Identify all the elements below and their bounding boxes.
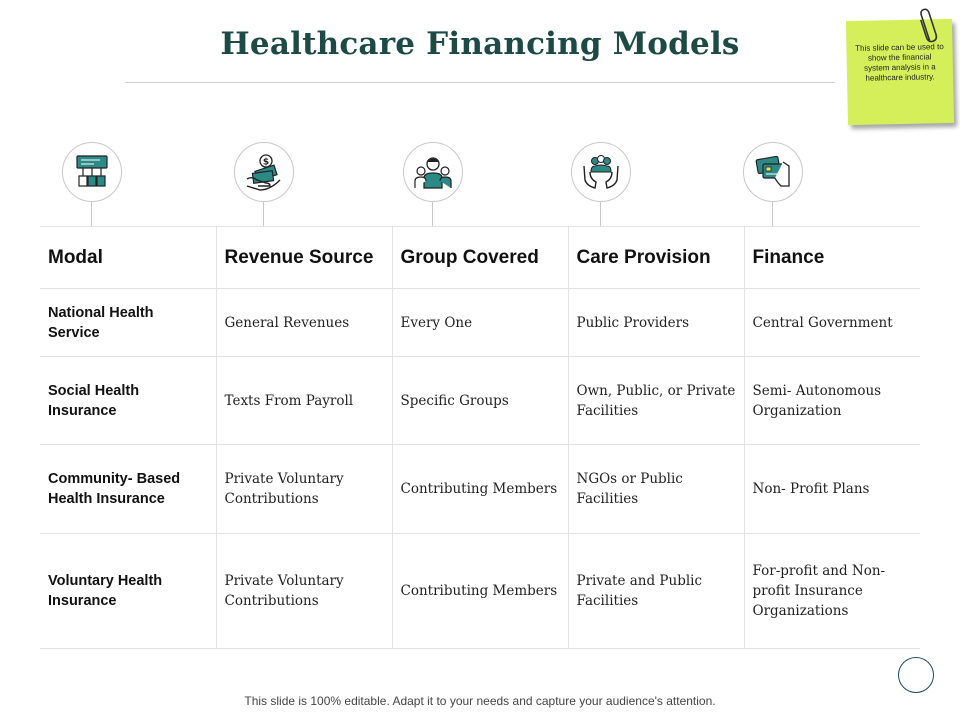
header-finance: Finance [744, 227, 920, 289]
table-cell: Specific Groups [392, 357, 568, 445]
table-cell: Private and Public Facilities [568, 534, 744, 649]
card-payment-icon [753, 152, 793, 192]
table-cell: Non- Profit Plans [744, 445, 920, 534]
team-icon [413, 152, 453, 192]
circle-shape [898, 657, 934, 693]
paperclip-icon [917, 6, 939, 46]
table-cell: Private Voluntary Contributions [216, 534, 392, 649]
table-cell: NGOs or Public Facilities [568, 445, 744, 534]
financing-models-table [40, 226, 920, 649]
table-cell: Central Government [744, 289, 920, 357]
page-title: Healthcare Financing Models [220, 26, 740, 62]
sticky-note-text: This slide can be used to show the financial system analysis in a healthcare industry. [855, 42, 944, 83]
icon-column-revenue [234, 142, 294, 226]
table-row [40, 534, 920, 649]
table-row [40, 357, 920, 445]
table-cell: Contributing Members [392, 445, 568, 534]
table-cell: For-profit and Non-profit Insurance Organizations [744, 534, 920, 649]
row-label: Social Health Insurance [40, 357, 216, 445]
footer-note: This slide is 100% editable. Adapt it to your needs and capture your audience's attention. [244, 694, 716, 708]
row-label: Community- Based Health Insurance [40, 445, 216, 534]
money-hand-icon [244, 152, 284, 192]
table-cell: Every One [392, 289, 568, 357]
header-group-covered: Group Covered [392, 227, 568, 289]
row-label: Voluntary Health Insurance [40, 534, 216, 649]
header-care-provision: Care Provision [568, 227, 744, 289]
care-hands-icon [581, 152, 621, 192]
header-modal: Modal [40, 227, 216, 289]
icon-column-modal [62, 142, 122, 226]
flowchart-icon [72, 152, 112, 192]
table-cell: Contributing Members [392, 534, 568, 649]
title-divider [125, 82, 835, 83]
table-cell: Private Voluntary Contributions [216, 445, 392, 534]
icon-column-care [571, 142, 631, 226]
icon-column-group [403, 142, 463, 226]
table-cell: Public Providers [568, 289, 744, 357]
header-revenue-source: Revenue Source [216, 227, 392, 289]
table-row [40, 445, 920, 534]
table-cell: Semi- Autonomous Organization [744, 357, 920, 445]
icon-column-finance [743, 142, 803, 226]
table-cell: General Revenues [216, 289, 392, 357]
table-header-row [40, 227, 920, 289]
table-row [40, 289, 920, 357]
table-cell: Texts From Payroll [216, 357, 392, 445]
row-label: National Health Service [40, 289, 216, 357]
table-cell: Own, Public, or Private Facilities [568, 357, 744, 445]
svg-text:$: $ [262, 157, 270, 168]
